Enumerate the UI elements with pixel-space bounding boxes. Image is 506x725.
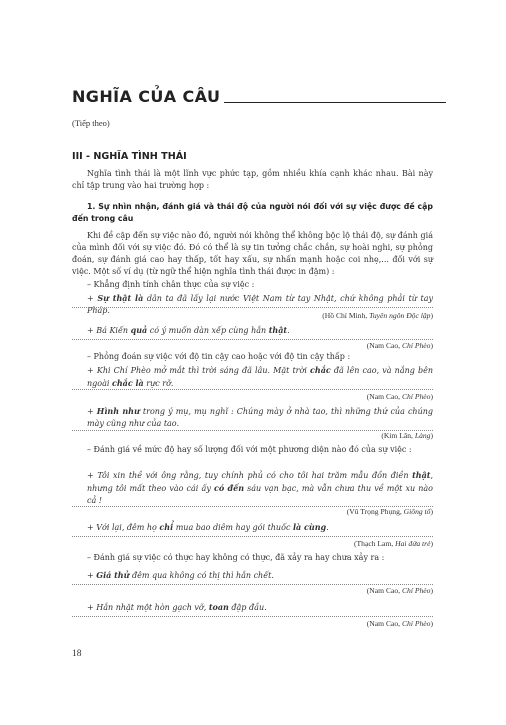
source-7: (Nam Cao, Chí Phèo)	[366, 586, 433, 595]
example-2: + Bá Kiến quả có ý muốn dàn xếp cùng hắn thật.	[87, 325, 290, 335]
source-6: (Thạch Lam, Hai đứa trẻ)	[353, 539, 433, 548]
example-3: + Khi Chí Phèo mở mắt thì trời sáng đã lâu. Mặt trời chắc đã lên cao, và nắng bên ngoài chắc là rực rỡ.	[87, 365, 433, 388]
source-5: (Vũ Trọng Phụng, Giông tố)	[346, 507, 433, 516]
example-divider	[72, 536, 433, 537]
example-divider	[72, 616, 433, 617]
source-3: (Nam Cao, Chí Phèo)	[366, 392, 433, 401]
example-1: + Sự thật là dân ta đã lấy lại nước Việt Nam từ tay Nhật, chứ không phải từ tay Pháp.	[87, 293, 433, 315]
page-title	[72, 87, 446, 106]
dash-item-2: – Phỏng đoán sự việc với độ tin cậy cao hoặc với độ tin cậy thấp :	[87, 352, 351, 361]
example-8: + Hắn nhặt một hòn gạch vỡ, toan đập đầu.	[87, 602, 267, 612]
example-6: + Với lại, đêm họ chỉ mua bao diêm hay gói thuốc là cùng.	[87, 522, 329, 532]
example-4: + Hình như trong ý mụ, mụ nghĩ : Chúng mày ở nhà tao, thì những thứ của chúng mày cũng như của tao.	[87, 406, 434, 428]
title-rule	[224, 102, 446, 103]
source-4: (Kim Lân, Làng)	[381, 431, 433, 440]
dash-item-4: – Đánh giá sự việc có thực hay không có thực, đã xảy ra hay chưa xảy ra :	[87, 553, 385, 562]
example-divider	[72, 389, 433, 390]
example-divider	[72, 584, 433, 585]
source-2: (Nam Cao, Chí Phèo)	[366, 341, 433, 350]
example-divider	[72, 339, 433, 340]
source-1: (Hồ Chí Minh, Tuyên ngôn Độc lập)	[322, 311, 433, 320]
page-title-text: NGHĨA CỦA CÂU	[72, 87, 221, 106]
example-5: + Tôi xin thề với ông rằng, tuy chính phủ có cho tôi hai trăm mẫu đồn điền thật, nhưng tôi mất theo vào cái ấy có đến sáu vạn bạc, mà vẫn chưa thu về một xu nào cả !	[87, 470, 434, 505]
source-8: (Nam Cao, Chí Phèo)	[366, 619, 433, 628]
dash-item-1: – Khẳng định tính chân thực của sự việc :	[87, 280, 255, 289]
section-heading: III - NGHĨA TÌNH THÁI	[72, 151, 187, 162]
body-paragraph: Khi đề cập đến sự việc nào đó, người nói không thể không bộc lộ thái độ, sự đánh giá của mình đối với sự việc đó. Đó có thể là sự tin tưởng chắc chắn, sự hoài nghi, sự phỏng đoán, sự đánh giá cao hay thấp, tốt hay xấu, sự nhấn mạnh hoặc coi nhẹ,... đối với sự việc. Một số ví dụ (từ ngữ thể hiện nghĩa tình thái được in đậm) :	[72, 231, 433, 276]
example-divider	[72, 430, 433, 431]
example-7: + Giá thử đêm qua không có thị thì hắn chết.	[87, 570, 274, 580]
dash-item-3: – Đánh giá về mức độ hay số lượng đối với một phương diện nào đó của sự việc :	[87, 445, 412, 454]
page-number: 18	[72, 649, 82, 659]
example-divider	[72, 307, 433, 308]
intro-paragraph: Nghĩa tình thái là một lĩnh vực phức tạp, gồm nhiều khía cạnh khác nhau. Bài này chỉ tập trung vào hai trường hợp :	[72, 169, 433, 190]
subtitle: (Tiếp theo)	[72, 118, 110, 128]
sub-heading: 1. Sự nhìn nhận, đánh giá và thái độ của người nói đối với sự việc được đề cập đến trong câu	[72, 202, 433, 223]
